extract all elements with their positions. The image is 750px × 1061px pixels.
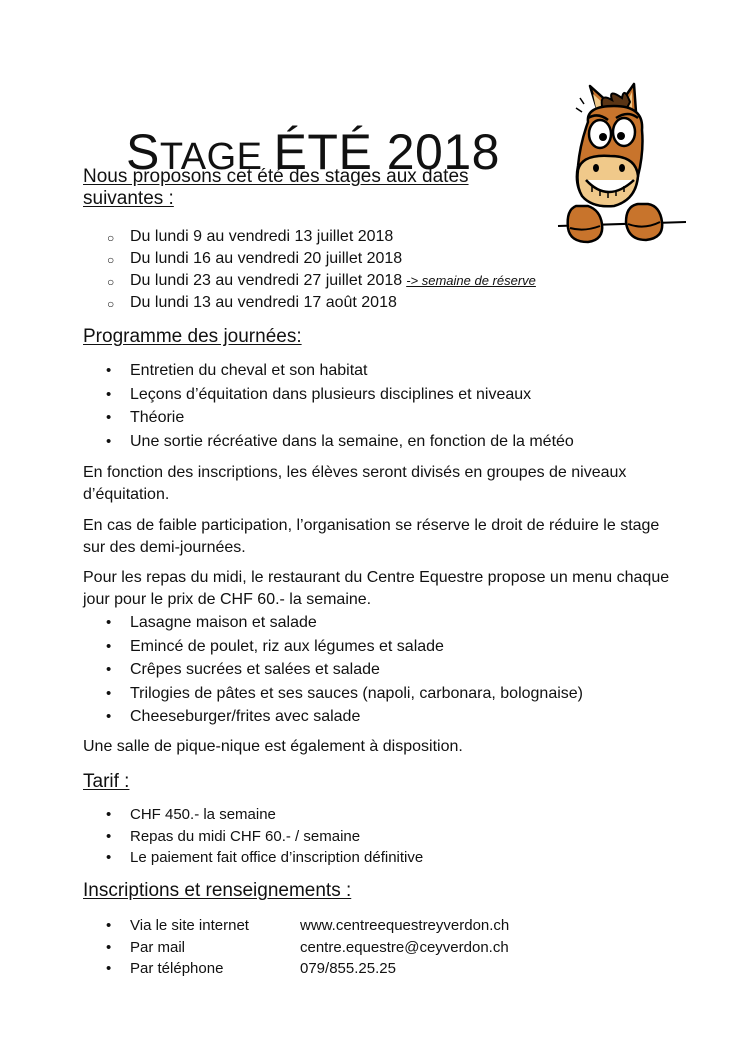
bullet-icon: • (106, 806, 112, 823)
list-item (83, 937, 509, 959)
email-link[interactable]: centre.equestre@ceyverdon.ch (300, 938, 509, 956)
programme-text: Leçons d’équitation dans plusieurs disciplines et niveaux (130, 385, 532, 403)
list-item (83, 847, 423, 869)
dates-list (83, 226, 536, 314)
date-text: Du lundi 9 au vendredi 13 juillet 2018 (130, 228, 394, 245)
inscriptions-heading: Inscriptions et renseignements : (83, 880, 352, 901)
contact-list (83, 915, 509, 980)
programme-text: Une sortie récréative dans la semaine, en fonction de la météo (130, 432, 574, 450)
title-year: 2018 (372, 123, 500, 180)
dates-heading: Nous proposons cet été des stages aux dates suivantes : (83, 166, 469, 209)
groups-paragraph: En fonction des inscriptions, les élèves seront divisés en groupes de niveaux d’équitation. (83, 464, 627, 503)
bullet-icon: • (106, 409, 112, 426)
website-link[interactable]: www.centreequestreyverdon.ch (300, 917, 510, 934)
title-word-1: TAGE (159, 135, 274, 178)
circle-bullet-icon: ○ (107, 275, 115, 289)
menu-text: Trilogies de pâtes et ses sauces (napoli, carbonara, bolognaise) (130, 684, 583, 702)
bullet-icon: • (106, 362, 112, 379)
bullet-icon: • (106, 432, 112, 450)
menu-text: Emincé de poulet, riz aux légumes et salade (130, 637, 444, 655)
tarif-heading: Tarif : (83, 771, 130, 792)
bullet-icon: • (106, 637, 112, 655)
menu-list (83, 611, 583, 729)
title-initial: S (126, 123, 160, 180)
date-text: Du lundi 23 au vendredi 27 juillet 2018 (130, 272, 403, 289)
phone-number[interactable]: 079/855.25.25 (300, 960, 396, 977)
list-item (83, 635, 583, 659)
menu-text: Crêpes sucrées et salées et salade (130, 661, 380, 678)
title-word-2: ÉTÉ (273, 123, 373, 180)
circle-bullet-icon: ○ (107, 231, 115, 245)
list-item (83, 804, 423, 826)
bullet-icon: • (106, 938, 112, 956)
menu-text: Lasagne maison et salade (130, 614, 317, 631)
tarif-text: CHF 450.- la semaine (130, 806, 276, 823)
tarif-list (83, 804, 423, 869)
list-item (83, 270, 536, 292)
bullet-icon: • (106, 708, 112, 725)
bullet-icon: • (106, 385, 112, 403)
date-text: Du lundi 16 au vendredi 20 juillet 2018 (130, 250, 403, 267)
programme-text: Théorie (130, 409, 185, 426)
list-item (83, 826, 423, 848)
bullet-icon: • (106, 917, 112, 934)
programme-list (83, 359, 574, 453)
tarif-text: Le paiement fait office d’inscription définitive (130, 849, 424, 866)
list-item (83, 705, 583, 729)
list-item (83, 359, 574, 383)
meals-paragraph: Pour les repas du midi, le restaurant du Centre Equestre propose un menu chaque jour pour le prix de CHF 60.- la semaine. (83, 569, 670, 608)
contact-label: Par téléphone (130, 960, 224, 977)
list-item (83, 611, 583, 635)
list-item (83, 226, 536, 248)
picnic-paragraph: Une salle de pique-nique est également à disposition. (83, 738, 463, 755)
list-item (83, 406, 574, 430)
list-item (83, 383, 574, 407)
list-item (83, 658, 583, 682)
contact-label: Par mail (130, 938, 186, 956)
bullet-icon: • (106, 849, 112, 866)
programme-heading: Programme des journées: (83, 326, 302, 347)
list-item (83, 292, 536, 314)
bullet-icon: • (106, 614, 112, 631)
participation-paragraph: En cas de faible participation, l’organisation se réserve le droit de réduire le stage sur des demi-journées. (83, 517, 660, 556)
bullet-icon: • (106, 684, 112, 702)
date-text: Du lundi 13 au vendredi 17 août 2018 (130, 294, 397, 311)
tarif-text: Repas du midi CHF 60.- / semaine (130, 827, 361, 845)
menu-text: Cheeseburger/frites avec salade (130, 708, 361, 725)
circle-bullet-icon: ○ (107, 253, 115, 267)
circle-bullet-icon: ○ (107, 297, 115, 311)
bullet-icon: • (106, 827, 112, 845)
contact-label: Via le site internet (130, 917, 249, 934)
list-item (83, 430, 574, 454)
list-item (83, 682, 583, 706)
list-item (83, 915, 509, 937)
list-item (83, 958, 509, 980)
programme-text: Entretien du cheval et son habitat (130, 362, 368, 379)
list-item (83, 248, 536, 270)
reserve-week-note: -> semaine de réserve (406, 273, 536, 288)
cartoon-horse-icon (548, 82, 688, 254)
bullet-icon: • (106, 661, 112, 678)
bullet-icon: • (106, 960, 112, 977)
